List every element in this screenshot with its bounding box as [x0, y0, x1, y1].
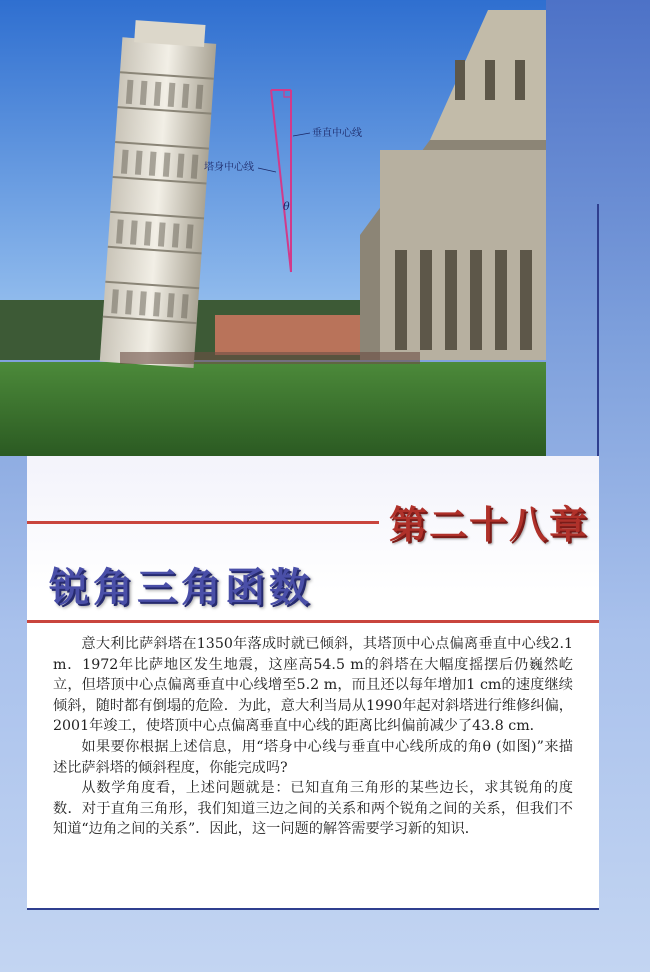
- chapter-number: 第二十八章: [388, 503, 589, 547]
- content-panel: [27, 456, 599, 908]
- grass-lawn: [0, 362, 546, 456]
- distant-building: [215, 315, 365, 355]
- vertical-line-label: 垂直中心线: [312, 128, 362, 139]
- chapter-title: 锐角三角函数: [49, 565, 313, 611]
- paragraph: 如果要你根据上述信息，用“塔身中心线与垂直中心线所成的角θ (如图)”来描述比萨斜塔的倾斜程度，你能完成吗?: [53, 738, 573, 776]
- crowd: [120, 352, 420, 364]
- title-rule: [27, 620, 599, 623]
- photo-illustration: [0, 0, 546, 456]
- body-text: [53, 634, 573, 840]
- paragraph: 意大利比萨斜塔在1350年落成时就已倾斜，其塔顶中心点偏离垂直中心线2.1 m．1972年比萨地区发生地震，这座高54.5 m的斜塔在大幅度摇摆后仍巍然屹立，但塔顶中心点偏离垂直中心线增至5.2 m，而且还以每年增加1 cm的速度继续倾斜，随时都有倒塌的危险．为此，意大利当局从1990年起对斜塔进行维修纠偏，2001年竣工，使塔顶中心点偏离垂直中心线的距离比纠偏前减少了43.8 cm．: [53, 636, 573, 735]
- chapter-rule: [27, 521, 379, 524]
- paragraph: 从数学角度看，上述问题就是：已知直角三角形的某些边长，求其锐角的度数．对于直角三角形，我们知道三边之间的关系和两个锐角之间的关系，但我们不知道“边角之间的关系”．因此，这一问题的解答需要学习新的知识．: [53, 780, 573, 838]
- leaning-tower-photo: [0, 0, 546, 456]
- tower-axis-label: 塔身中心线: [204, 162, 254, 173]
- angle-theta-label: θ: [283, 200, 290, 213]
